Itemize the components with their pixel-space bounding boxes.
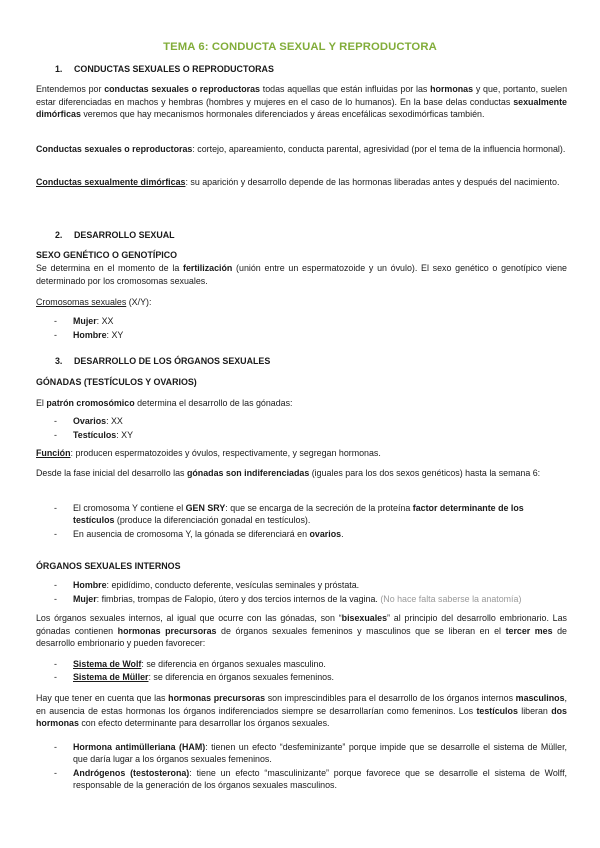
paragraph-precursor-hormones: Hay que tener en cuenta que las hormonas precursoras son imprescindibles para el desarrollo de los órganos internos masculinos, en ausencia de estas hormonas los órganos indiferenciados siempre se desarrollarían como femeninos. Los testículos liberan dos hormonas con efecto determinante para desarrollar los órganos sexuales. <box>36 693 567 728</box>
subheading-gonads: GÓNADAS (TESTÍCULOS Y OVARIOS) <box>36 377 197 387</box>
paragraph-reproductive-behaviors: Conductas sexuales o reproductoras: cortejo, apareamiento, conducta parental, agresividad (por el tema de la influencia hormonal). <box>36 144 566 154</box>
bullet-dash: - <box>54 742 57 752</box>
bullet-dash: - <box>54 503 57 513</box>
bullet-dash: - <box>54 672 57 682</box>
paragraph-bisexual-organs: Los órganos sexuales internos, al igual que ocurre con las gónadas, son “bisexuales” al principio del desarrollo embrionario. Las gónadas contienen hormonas precursoras de órganos sexuales femeninos y masculinos que se liberan en el tercer mes de desarrollo embrionario y pueden favorecer: <box>36 613 567 648</box>
bullet-dash: - <box>54 416 57 426</box>
bullet-dash: - <box>54 580 57 590</box>
bullet-dash: - <box>54 659 57 669</box>
section-title: DESARROLLO DE LOS ÓRGANOS SEXUALES <box>74 356 271 366</box>
section-title: CONDUCTAS SEXUALES O REPRODUCTORAS <box>74 64 274 74</box>
section-number: 1. <box>55 64 63 74</box>
document-page: TEMA 6: CONDUCTA SEXUAL Y REPRODUCTORA 1. CONDUCTAS SEXUALES O REPRODUCTORAS Entendemos por conductas sexuales o reproductoras todas aquellas que están influidas por las hormonas y que, portanto, suelen estar diferenciadas en machos y hembras (hombres y mujeres en el caso de lo humanos). En la base delas conductas sexualmente dimórficas veremos que hay mecanismos hormonales diferenciados y áreas encefálicas sexodimórficas también. Conductas sexuales o reproductoras: cortejo, apareamiento, conducta parental, agresividad (por el tema de la influencia hormonal). Conductas sexualmente dimórficas: su aparición y desarrollo depende de las hormonas liberadas antes y después del nacimiento. 2. DESARROLLO SEXUAL SEXO GENÉTICO O GENOTÍPICO Se determina en el momento de la fertilización (unión entre un espermatozoide y un óvulo). El sexo genético o genotípico viene determinado por los cromosomas sexuales. Cromosomas sexuales (X/Y): - Mujer: XX - Hombre: XY 3. DESARROLLO DE LOS ÓRGANOS SEXUALES GÓNADAS (TESTÍCULOS Y OVARIOS) El patrón cromosómico determina el desarrollo de las gónadas: - Ovarios: XX - Testículos: XY Función: producen espermatozoides y óvulos, respectivamente, y segregan hormonas. Desde la fase inicial del desarrollo las gónadas son indiferenciadas (iguales para los dos sexos genéticos) hasta la semana 6: - El cromosoma Y contiene el GEN SRY: que se encarga de la secreción de la proteína factor determinante de los testículos (produce la diferenciación gonadal en testículos). - En ausencia de cromosoma Y, la gónada se diferenciará en ovarios. ÓRGANOS SEXUALES INTERNOS - Hombre: epidídimo, conducto deferente, vesículas seminales y próstata. - Mujer: fimbrias, trompas de Falopio, útero y dos tercios internos de la vagina. (No hace falta saberse la anatomía) Los órganos sexuales internos, al igual que ocurre con las gónadas, son “bisexuales” al principio del desarrollo embrionario. Las gónadas contienen hormonas precursoras de órganos sexuales femeninos y masculinos que se liberan en el tercer mes de desarrollo embrionario y pueden favorecer: - Sistema de Wolf: se diferencia en órganos sexuales masculino. - Sistema de Müller: se diferencia en órganos sexuales femeninos. Hay que tener en cuenta que las hormonas precursoras son imprescindibles para el desarrollo de los órganos internos masculinos, en ausencia de estas hormonas los órganos indiferenciados siempre se desarrollarían como femeninos. Los testículos liberan dos hormonas con efecto determinante para desarrollar los órganos sexuales. - Hormona antimülleriana (HAM): tienen un efecto “desfeminizante” porque impide que se desarrolle el sistema de Müller, que daría lugar a los órganos sexuales femeninos. - Andrógenos (testosterona): tiene un efecto “masculinizante” porque favorece que se desarrolle el sistema de Wolff, responsable de la generación de los órganos sexuales masculinos. <box>0 0 600 848</box>
bullet-dash: - <box>54 316 57 326</box>
paragraph-chromosomal-pattern: El patrón cromosómico determina el desarrollo de las gónadas: <box>36 398 293 408</box>
section-number: 3. <box>55 356 63 366</box>
paragraph-sex-chromosomes: Cromosomas sexuales (X/Y): <box>36 297 152 307</box>
bullet-dash: - <box>54 594 57 604</box>
paragraph-definition: Entendemos por conductas sexuales o reproductoras todas aquellas que están influidas por las hormonas y que, portanto, suelen estar diferenciadas en machos y hembras (hombres y mujeres en el caso de lo humanos). En la base delas conductas sexualmente dimórficas veremos que hay mecanismos hormonales diferenciados y áreas encefálicas sexodimórficas también. <box>36 84 568 119</box>
paragraph-function: Función: producen espermatozoides y óvulos, respectivamente, y segregan hormonas. <box>36 448 381 458</box>
bullet-dash: - <box>54 330 57 340</box>
section-title: DESARROLLO SEXUAL <box>74 230 175 240</box>
section-number: 2. <box>55 230 63 240</box>
subheading-internal-organs: ÓRGANOS SEXUALES INTERNOS <box>36 561 181 571</box>
document-title: TEMA 6: CONDUCTA SEXUAL Y REPRODUCTORA <box>163 41 437 53</box>
paragraph-genetic-sex: Se determina en el momento de la fertilización (unión entre un espermatozoide y un óvulo). El sexo genético o genotípico viene determinado por los cromosomas sexuales. <box>36 263 567 286</box>
subheading-genetic-sex: SEXO GENÉTICO O GENOTÍPICO <box>36 250 178 260</box>
bullet-dash: - <box>54 529 57 539</box>
note-anatomy: (No hace falta saberse la anatomía) <box>377 594 522 604</box>
bullet-dash: - <box>54 768 57 778</box>
paragraph-indifferent-gonads: Desde la fase inicial del desarrollo las gónadas son indiferenciadas (iguales para los dos sexos genéticos) hasta la semana 6: <box>36 468 541 478</box>
bullet-dash: - <box>54 430 57 440</box>
paragraph-dimorphic-behaviors: Conductas sexualmente dimórficas: su aparición y desarrollo depende de las hormonas liberadas antes y después del nacimiento. <box>36 177 560 187</box>
